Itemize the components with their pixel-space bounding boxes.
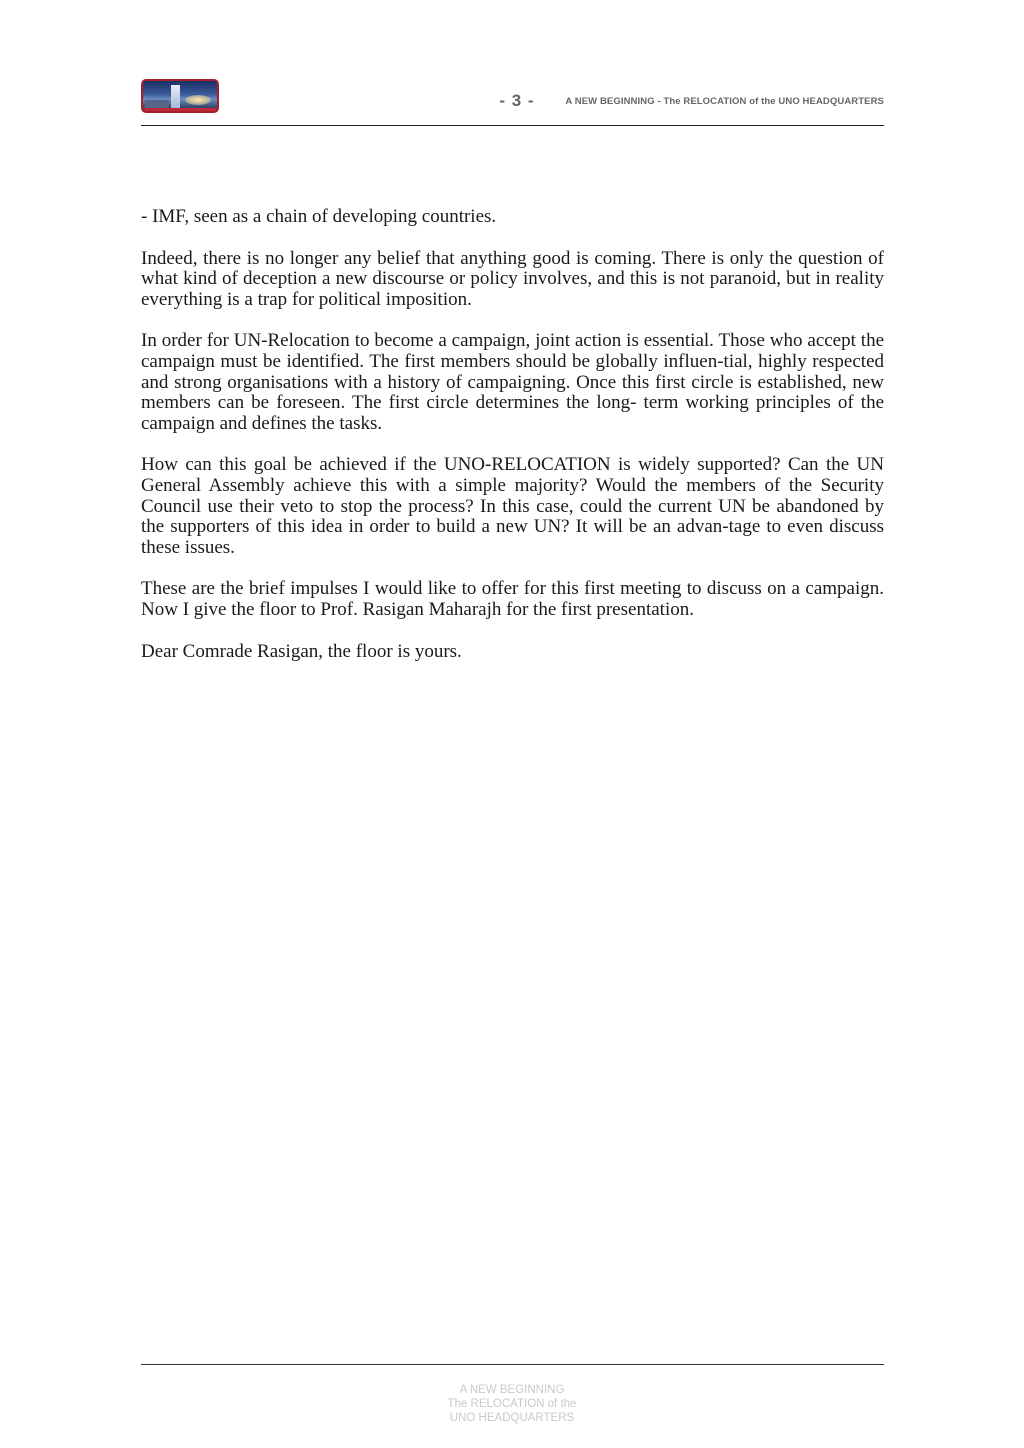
page-header (141, 78, 884, 126)
footer-divider (141, 1364, 884, 1365)
paragraph: In order for UN-Relocation to become a campaign, joint action is essential. Those who accept the campaign must be identified. The first members should be globally influen-tial, highly respected and strong organisations with a history of campaigning. Once this first circle is established, new members can be foreseen. The first circle determines the long- term working principles of the campaign and defines the tasks. (141, 330, 884, 434)
paragraph: Indeed, there is no longer any belief that anything good is coming. There is only the question of what kind of deception a new discourse or policy involves, and this is not paranoid, but in reality everything is a trap for political imposition. (141, 247, 884, 310)
paragraph: Dear Comrade Rasigan, the floor is yours. (141, 640, 462, 662)
document-body (141, 207, 884, 683)
paragraph: How can this goal be achieved if the UNO-RELOCATION is widely supported? Can the UN General Assembly achieve this with a simple majority? Would the members of the Security Council use their veto to stop the process? In this case, could the current UN be abandoned by the supporters of this idea in order to build a new UN? It will be an advan-tage to even discuss these issues. (141, 454, 884, 558)
page-footer (412, 1383, 612, 1425)
running-title: A NEW BEGINNING - The RELOCATION of the UNO HEADQUARTERS (565, 96, 884, 107)
paragraph: - IMF, seen as a chain of developing countries. (141, 206, 497, 227)
page-number: - 3 - (499, 91, 535, 110)
footer-line: The RELOCATION of the (447, 1398, 577, 1410)
footer-line: UNO HEADQUARTERS (449, 1412, 575, 1424)
paragraph: These are the brief impulses I would like to offer for this first meeting to discuss on a campaign. Now I give the floor to Prof. Rasigan Maharajh for the first presentation. (141, 578, 884, 620)
footer-line: A NEW BEGINNING (459, 1384, 565, 1396)
logo-image (141, 79, 219, 113)
